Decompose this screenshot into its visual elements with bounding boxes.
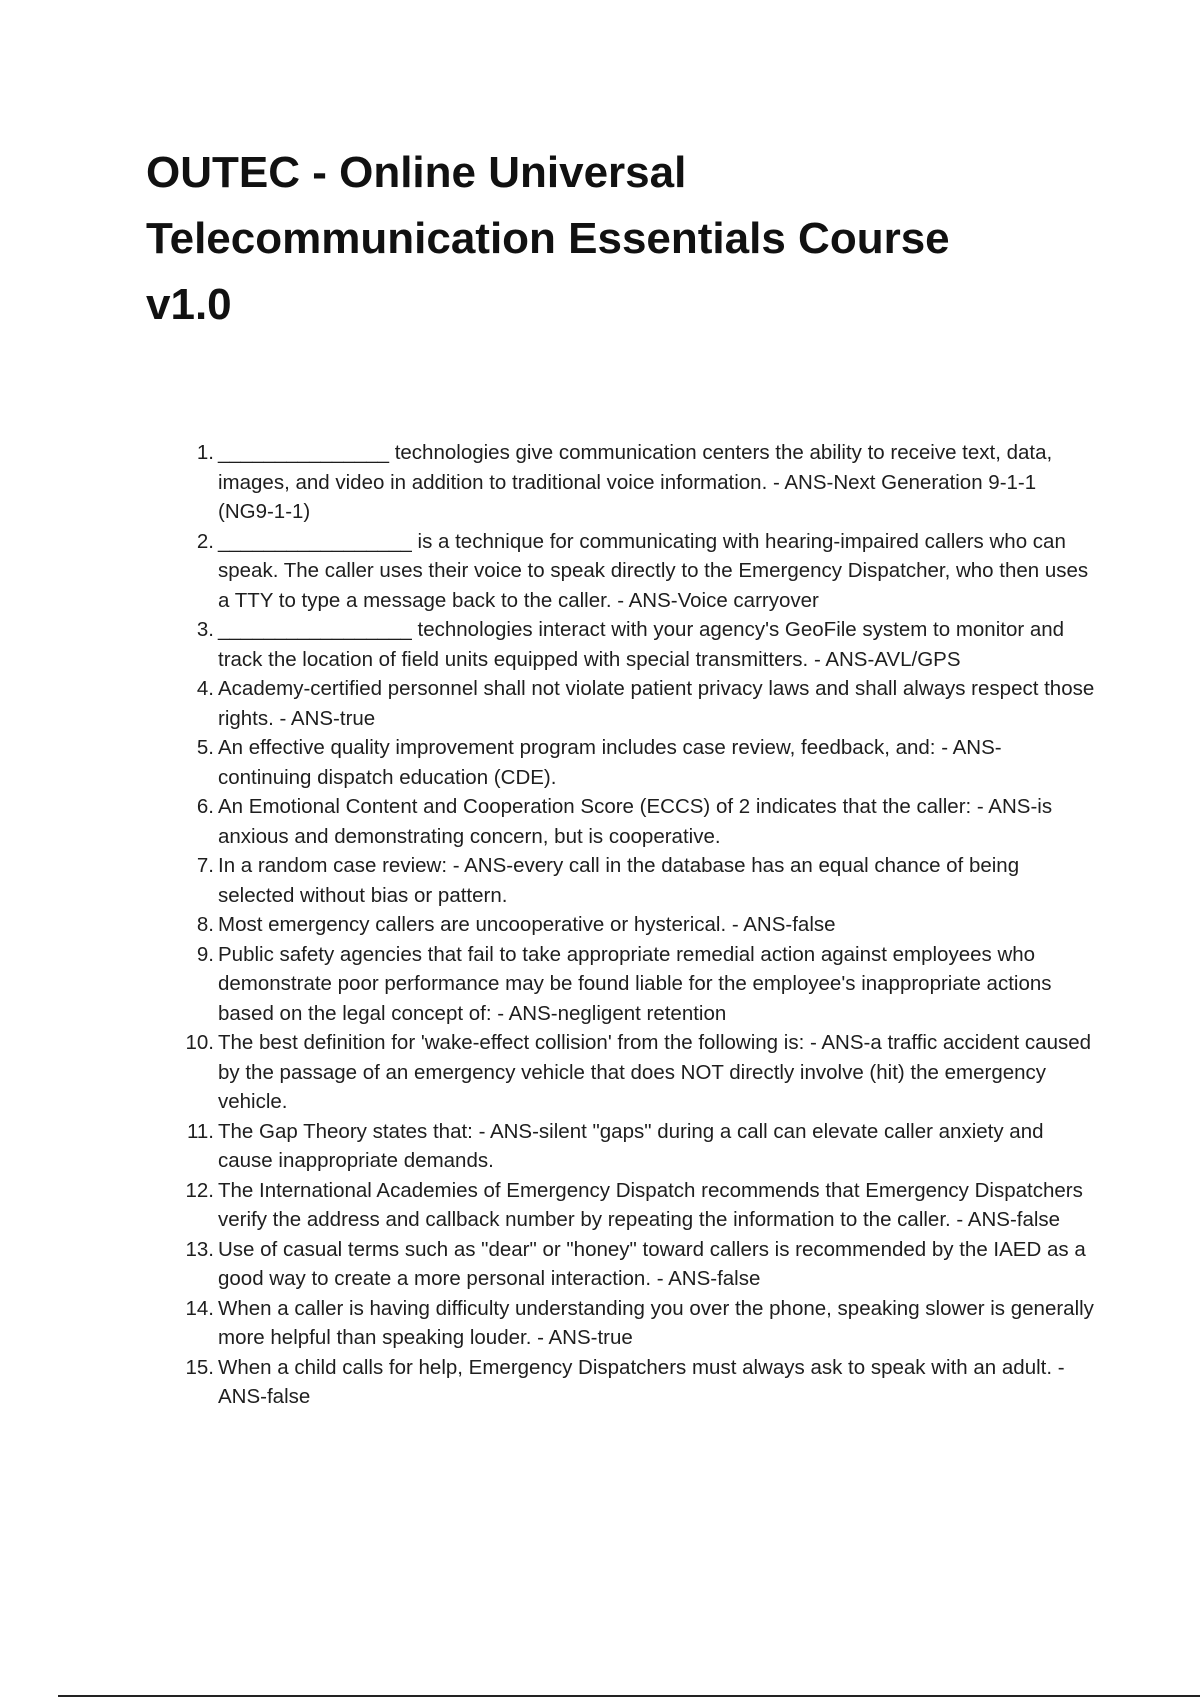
question-item (180, 940, 1095, 1029)
question-item (180, 674, 1095, 733)
question-number: 13 . (180, 1235, 214, 1265)
question-number: 12 . (180, 1176, 214, 1206)
question-item (180, 527, 1095, 616)
question-number: 7 . (180, 851, 214, 881)
question-item (180, 1176, 1095, 1235)
question-number: 1 . (180, 438, 214, 468)
question-item (180, 1294, 1095, 1353)
question-item (180, 1117, 1095, 1176)
question-text: _______________ technologies give communication centers the ability to receive text, data, images, and video in addition to traditional voice information. - ANS-Next Generation 9-1-1 (NG9-1-1) (218, 441, 1053, 523)
question-text: When a caller is having difficulty understanding you over the phone, speaking slower is generally more helpful than speaking louder. - ANS-true (218, 1296, 1094, 1349)
question-text: _________________ is a technique for communicating with hearing-impaired callers who can speak. The caller uses their voice to speak directly to the Emergency Dispatcher, who then uses a TTY to type a message back to the caller. - ANS-Voice carryover (218, 529, 1089, 612)
question-item (180, 1028, 1095, 1117)
question-number: 6 . (180, 792, 214, 822)
footer-divider (58, 1695, 1200, 1697)
document-title: OUTEC - Online Universal Telecommunication Essentials Course v1.0 (146, 148, 950, 329)
question-number: 11 . (180, 1117, 214, 1147)
question-number: 9 . (180, 940, 214, 970)
question-item (180, 1235, 1095, 1294)
question-text: An Emotional Content and Cooperation Score (ECCS) of 2 indicates that the caller: - ANS-is anxious and demonstrating concern, but is cooperative. (218, 795, 1053, 848)
question-number: 4 . (180, 674, 214, 704)
question-number: 14 . (180, 1294, 214, 1324)
question-text: In a random case review: - ANS-every call in the database has an equal chance of being selected without bias or pattern. (218, 854, 1020, 907)
question-text: When a child calls for help, Emergency Dispatchers must always ask to speak with an adult. - ANS-false (218, 1355, 1065, 1408)
question-item (180, 1353, 1095, 1412)
question-number: 2 . (180, 527, 214, 557)
question-number: 15 . (180, 1353, 214, 1383)
question-text: The Gap Theory states that: - ANS-silent "gaps" during a call can elevate caller anxiety and cause inappropriate demands. (218, 1119, 1044, 1172)
question-item (180, 792, 1095, 851)
question-text: The best definition for 'wake-effect collision' from the following is: - ANS-a traffic accident caused by the passage of an emergency vehicle that does NOT directly involve (hit) the emergency vehicle. (218, 1031, 1092, 1113)
question-text: Public safety agencies that fail to take appropriate remedial action against employees who demonstrate poor performance may be found liable for the employee's inappropriate actions based on the legal concept of: - ANS-negligent retention (218, 942, 1052, 1025)
question-item (180, 733, 1095, 792)
question-item (180, 910, 1095, 940)
question-text: Most emergency callers are uncooperative or hysterical. - ANS-false (218, 913, 836, 936)
question-list (180, 438, 1095, 1412)
question-number: 3 . (180, 615, 214, 645)
question-text: An effective quality improvement program includes case review, feedback, and: - ANS-continuing dispatch education (CDE). (218, 736, 1002, 789)
question-item (180, 851, 1095, 910)
question-text: Academy-certified personnel shall not violate patient privacy laws and shall always respect those rights. - ANS-true (218, 677, 1095, 730)
question-number: 8 . (180, 910, 214, 940)
question-text: The International Academies of Emergency Dispatch recommends that Emergency Dispatchers verify the address and callback number by repeating the information to the caller. - ANS-false (218, 1178, 1083, 1231)
question-number: 5 . (180, 733, 214, 763)
question-item (180, 438, 1095, 527)
question-text: Use of casual terms such as "dear" or "honey" toward callers is recommended by the IAED as a good way to create a more personal interaction. - ANS-false (218, 1237, 1086, 1290)
question-item (180, 615, 1095, 674)
question-number: 10 . (180, 1028, 214, 1058)
question-text: _________________ technologies interact with your agency's GeoFile system to monitor and track the location of field units equipped with special transmitters. - ANS-AVL/GPS (218, 618, 1065, 671)
